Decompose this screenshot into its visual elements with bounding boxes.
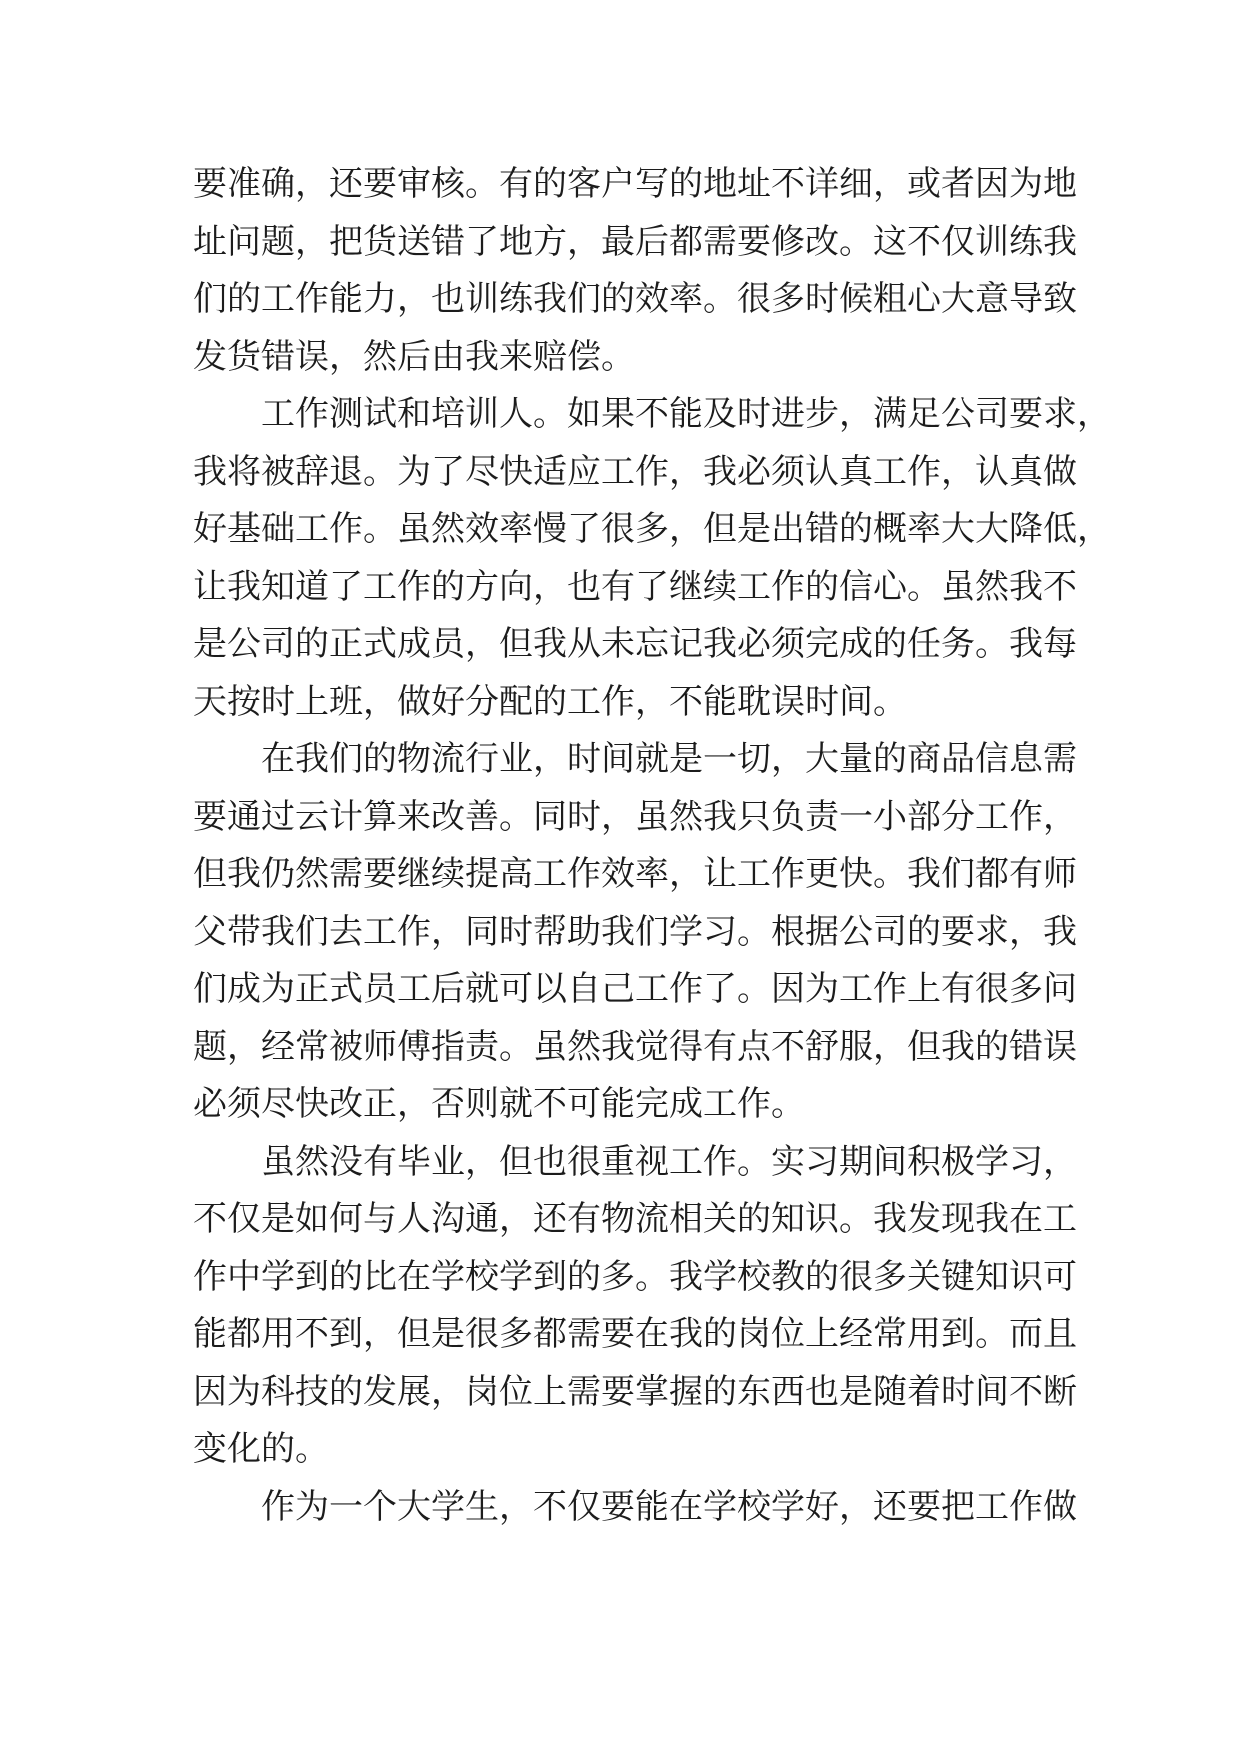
text-line: 天按时上班，做好分配的工作，不能耽误时间。 [193,681,907,722]
text-line: 作为一个大学生，不仅要能在学校学好，还要把工作做 [261,1486,1077,1527]
paragraph [193,386,1111,731]
text-line: 作中学到的比在学校学到的多。我学校教的很多关键知识可 [193,1256,1077,1297]
text-line: 父带我们去工作，同时帮助我们学习。根据公司的要求，我 [193,911,1077,952]
text-line: 是公司的正式成员，但我从未忘记我必须完成的任务。我每 [193,624,1077,664]
text-line: 能都用不到，但是很多都需要在我的岗位上经常用到。而且 [193,1314,1077,1354]
text-line: 但我仍然需要继续提高工作效率，让工作更快。我们都有师 [193,854,1077,894]
text-line: 在我们的物流行业，时间就是一切，大量的商品信息需 [261,739,1077,779]
text-line: 发货错误，然后由我来赔偿。 [193,336,635,377]
text-line: 址问题，把货送错了地方，最后都需要修改。这不仅训练我 [193,221,1077,262]
paragraph [193,1134,1077,1479]
paragraph [193,1479,1077,1537]
text-line: 因为科技的发展，岗位上需要掌握的东西也是随着时间不断 [193,1371,1077,1412]
text-line: 我将被辞退。为了尽快适应工作，我必须认真工作，认真做 [193,451,1077,492]
text-line: 题，经常被师傅指责。虽然我觉得有点不舒服，但我的错误 [193,1026,1077,1067]
text-line: 让我知道了工作的方向，也有了继续工作的信心。虽然我不 [193,566,1077,607]
body-text [193,156,1111,1536]
paragraph [193,731,1077,1134]
text-line: 要通过云计算来改善。同时，虽然我只负责一小部分工作， [193,796,1077,837]
text-line: 必须尽快改正，否则就不可能完成工作。 [193,1084,805,1124]
text-line: 工作测试和培训人。如果不能及时进步，满足公司要求， [261,394,1111,434]
text-line: 们成为正式员工后就可以自己工作了。因为工作上有很多问 [193,969,1077,1009]
paragraph [193,156,1077,386]
text-line: 变化的。 [193,1429,329,1469]
text-line: 们的工作能力，也训练我们的效率。很多时候粗心大意导致 [193,279,1077,319]
text-line: 不仅是如何与人沟通，还有物流相关的知识。我发现我在工 [193,1199,1077,1239]
text-line: 虽然没有毕业，但也很重视工作。实习期间积极学习， [261,1141,1077,1182]
text-line: 要准确，还要审核。有的客户写的地址不详细，或者因为地 [193,164,1077,204]
text-line: 好基础工作。虽然效率慢了很多，但是出错的概率大大降低， [193,509,1111,549]
